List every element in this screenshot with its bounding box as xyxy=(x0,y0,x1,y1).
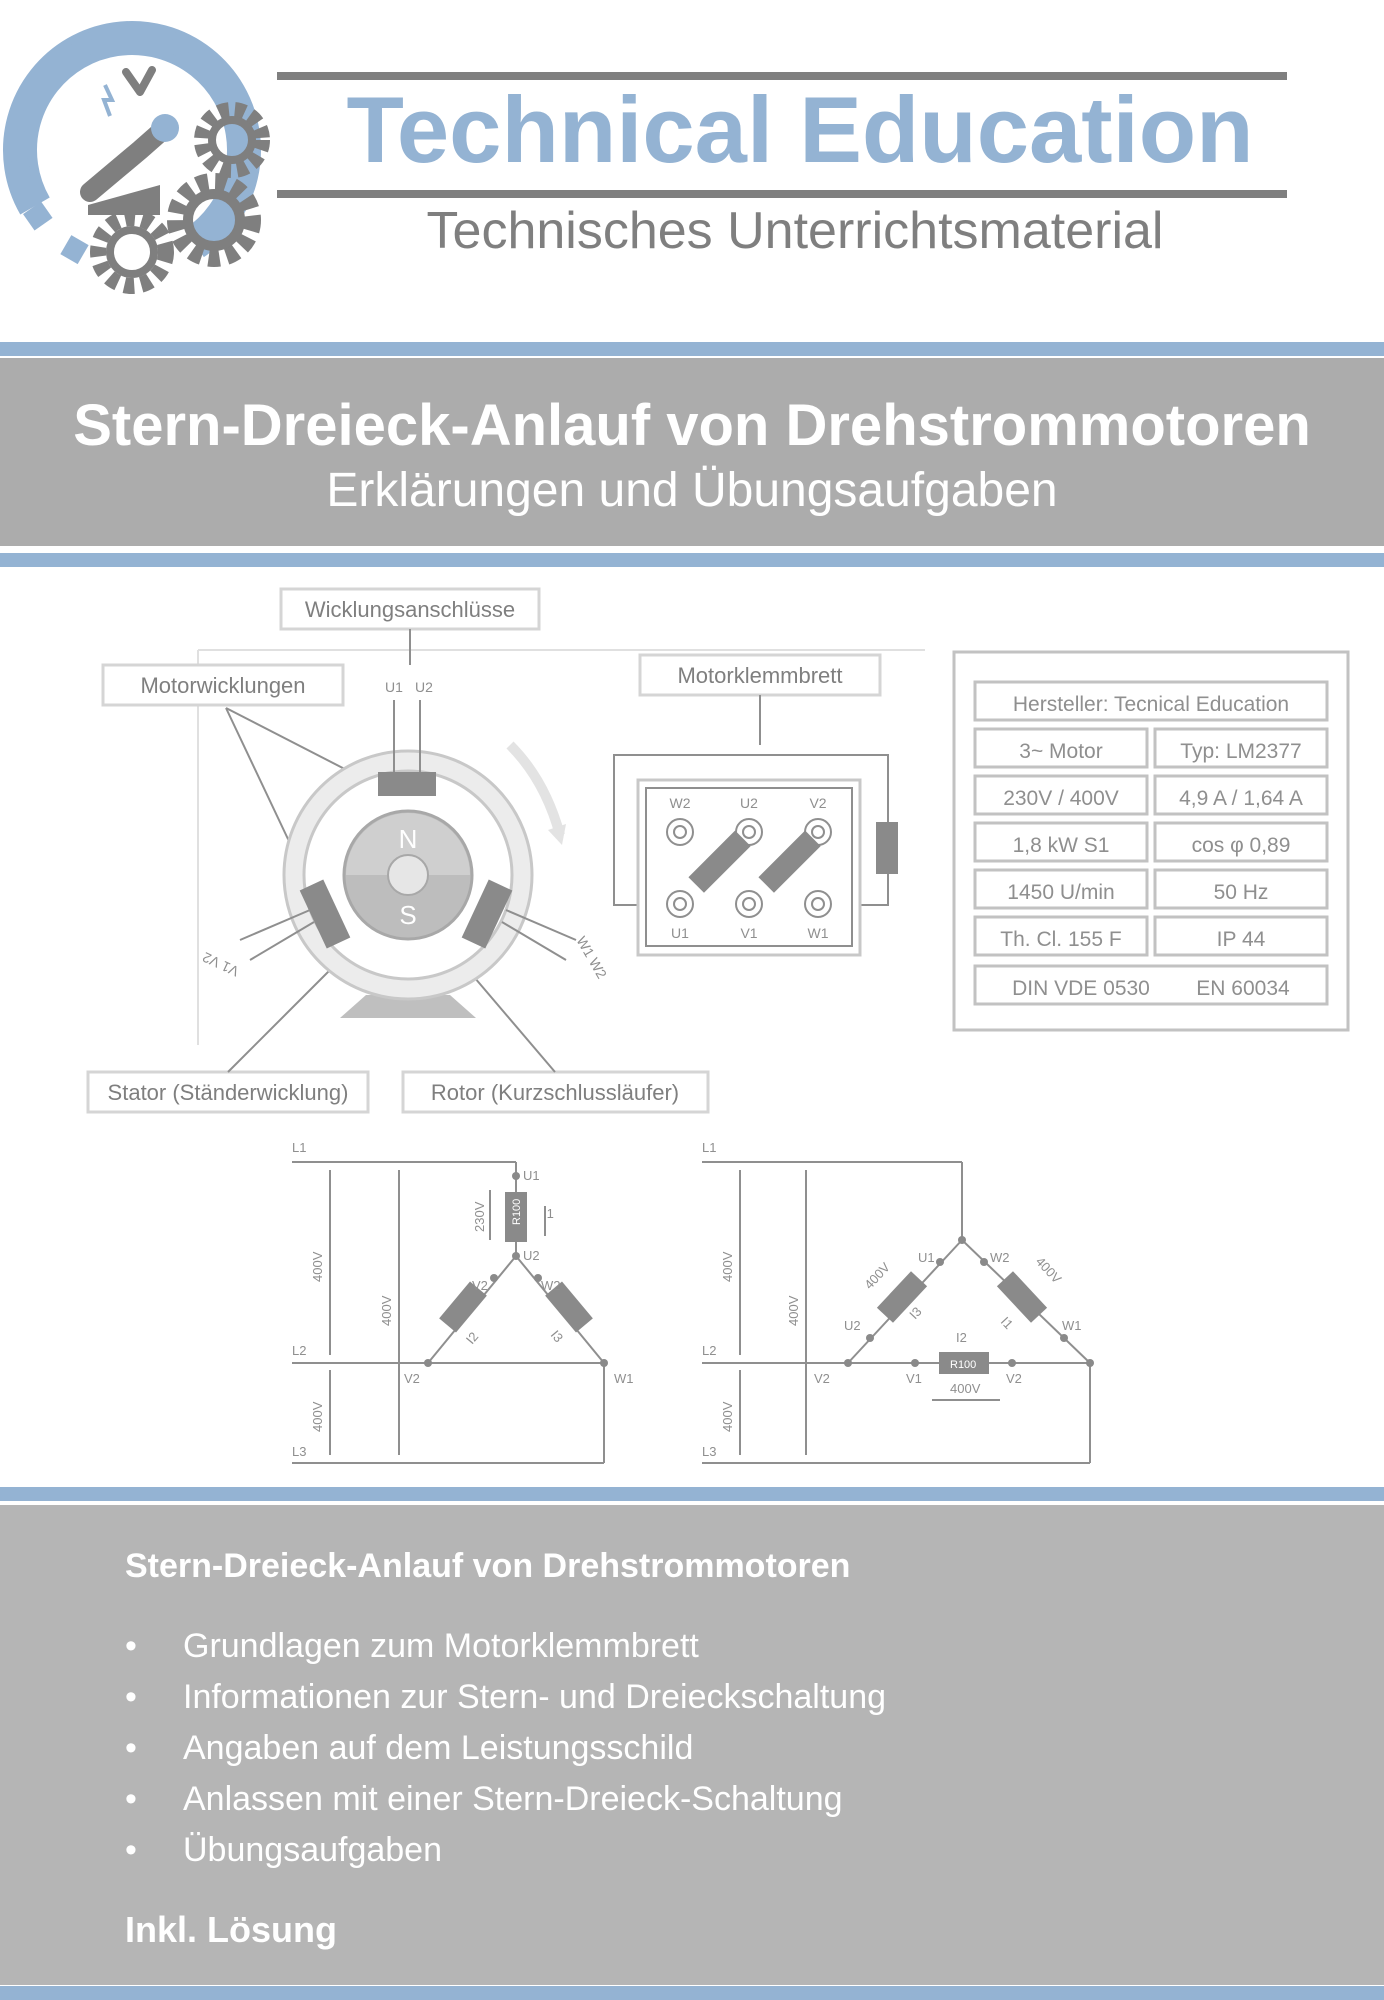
list-item-text: Grundlagen zum Motorklemmbrett xyxy=(183,1627,699,1665)
summary-list xyxy=(125,1621,886,1876)
motor-diagram xyxy=(0,570,1384,1490)
svg-text:cos φ 0,89: cos φ 0,89 xyxy=(1191,834,1291,857)
svg-text:L2: L2 xyxy=(292,1343,307,1358)
svg-text:L3: L3 xyxy=(702,1444,717,1459)
bullet-icon: • xyxy=(125,1780,137,1818)
svg-text:50 Hz: 50 Hz xyxy=(1213,881,1269,904)
svg-text:U1: U1 xyxy=(671,925,689,941)
callout-rotor xyxy=(403,1072,708,1112)
svg-text:U2: U2 xyxy=(844,1318,861,1333)
terminal-board xyxy=(614,755,898,955)
svg-text:4,9 A / 1,64 A: 4,9 A / 1,64 A xyxy=(1179,787,1303,810)
svg-text:U1: U1 xyxy=(918,1250,935,1265)
svg-text:W1: W1 xyxy=(807,925,829,941)
svg-text:Stator (Ständerwicklung): Stator (Ständerwicklung) xyxy=(107,1080,349,1105)
svg-text:U1: U1 xyxy=(385,679,403,695)
bullet-icon: • xyxy=(125,1831,137,1869)
svg-text:L2: L2 xyxy=(702,1343,717,1358)
svg-text:230V: 230V xyxy=(472,1201,487,1232)
svg-text:W1: W1 xyxy=(614,1371,634,1386)
list-item-text: Anlassen mit einer Stern-Dreieck-Schaltung xyxy=(183,1780,843,1818)
svg-text:DIN VDE 0530: DIN VDE 0530 xyxy=(1012,977,1150,1000)
svg-text:400V: 400V xyxy=(310,1401,325,1432)
svg-text:400V: 400V xyxy=(861,1259,893,1293)
svg-text:400V: 400V xyxy=(720,1401,735,1432)
svg-text:V1: V1 xyxy=(906,1371,922,1386)
list-item-text: Übungsaufgaben xyxy=(183,1831,443,1869)
svg-text:I3: I3 xyxy=(906,1303,925,1323)
brand-header xyxy=(0,0,1384,340)
list-item-text: Informationen zur Stern- und Dreieckschaltung xyxy=(183,1678,887,1716)
svg-text:Motorwicklungen: Motorwicklungen xyxy=(140,673,306,698)
list-item xyxy=(125,1723,886,1774)
svg-text:N: N xyxy=(398,824,418,854)
svg-text:W2: W2 xyxy=(541,1278,561,1293)
callout-stator xyxy=(88,1072,368,1112)
summary-heading: Stern-Dreieck-Anlauf von Drehstrommotoren xyxy=(125,1547,851,1585)
accent-line xyxy=(0,342,1384,356)
svg-text:400V: 400V xyxy=(786,1295,801,1326)
svg-text:U2: U2 xyxy=(523,1248,540,1263)
svg-text:I2: I2 xyxy=(462,1328,482,1347)
svg-text:1450 U/min: 1450 U/min xyxy=(1007,881,1115,904)
svg-text:R100: R100 xyxy=(511,1198,523,1225)
svg-text:R100: R100 xyxy=(950,1359,977,1371)
brand-name: Technical Education xyxy=(346,77,1254,182)
svg-text:I1: I1 xyxy=(543,1206,554,1221)
svg-text:I3: I3 xyxy=(547,1327,567,1346)
accent-line xyxy=(0,1986,1384,2000)
svg-text:V2: V2 xyxy=(404,1371,420,1386)
svg-text:W2: W2 xyxy=(669,795,691,811)
svg-text:I1: I1 xyxy=(997,1313,1017,1332)
svg-text:V2: V2 xyxy=(814,1371,830,1386)
motor-cross-section xyxy=(200,679,611,1018)
svg-text:V2: V2 xyxy=(472,1278,488,1293)
svg-text:400V: 400V xyxy=(1032,1253,1065,1287)
svg-text:IP 44: IP 44 xyxy=(1216,928,1266,951)
svg-text:S: S xyxy=(399,900,417,930)
svg-text:L3: L3 xyxy=(292,1444,307,1459)
list-item xyxy=(125,1774,886,1825)
svg-text:V1: V1 xyxy=(740,925,758,941)
svg-text:I2: I2 xyxy=(956,1330,967,1345)
svg-text:W2: W2 xyxy=(990,1250,1010,1265)
list-item xyxy=(125,1621,886,1672)
solution-note: Inkl. Lösung xyxy=(125,1909,337,1950)
list-item xyxy=(125,1672,886,1723)
svg-text:EN 60034: EN 60034 xyxy=(1196,977,1290,1000)
svg-text:230V / 400V: 230V / 400V xyxy=(1003,787,1119,810)
svg-text:Motorklemmbrett: Motorklemmbrett xyxy=(677,663,843,688)
svg-text:U2: U2 xyxy=(415,679,433,695)
bullet-icon: • xyxy=(125,1627,137,1665)
svg-text:Rotor (Kurzschlussläufer): Rotor (Kurzschlussläufer) xyxy=(430,1080,680,1105)
callout-terminal-board xyxy=(640,655,880,695)
svg-text:400V: 400V xyxy=(720,1251,735,1282)
callout-terminals xyxy=(281,589,539,629)
svg-text:L1: L1 xyxy=(702,1140,717,1155)
svg-text:Wicklungsanschlüsse: Wicklungsanschlüsse xyxy=(304,597,516,622)
svg-text:400V: 400V xyxy=(379,1295,394,1326)
svg-text:400V: 400V xyxy=(310,1251,325,1282)
svg-text:3~ Motor: 3~ Motor xyxy=(1019,740,1103,763)
bullet-icon: • xyxy=(125,1678,137,1716)
svg-text:V2: V2 xyxy=(1006,1371,1022,1386)
svg-text:V2: V2 xyxy=(809,795,827,811)
svg-text:W1 W2: W1 W2 xyxy=(573,933,611,982)
bullet-icon: • xyxy=(125,1729,137,1767)
brand-tagline: Technisches Unterrichtsmaterial xyxy=(426,202,1164,260)
svg-text:W1: W1 xyxy=(1062,1318,1082,1333)
svg-text:L1: L1 xyxy=(292,1140,307,1155)
brand-rule-bottom xyxy=(277,190,1287,198)
accent-line xyxy=(0,553,1384,567)
page-subtitle: Erklärungen und Übungsaufgaben xyxy=(326,464,1058,517)
page-title: Stern-Dreieck-Anlauf von Drehstrommotoren xyxy=(73,393,1311,458)
robot-arm-gears-logo xyxy=(0,0,285,303)
list-item xyxy=(125,1825,886,1876)
svg-text:1,8 kW S1: 1,8 kW S1 xyxy=(1012,834,1110,857)
svg-text:U1: U1 xyxy=(523,1168,540,1183)
svg-text:V1 V2: V1 V2 xyxy=(199,949,242,980)
svg-text:400V: 400V xyxy=(950,1381,981,1396)
nameplate xyxy=(954,652,1348,1030)
svg-text:Typ: LM2377: Typ: LM2377 xyxy=(1180,740,1302,763)
svg-text:U2: U2 xyxy=(740,795,758,811)
list-item-text: Angaben auf dem Leistungsschild xyxy=(183,1729,694,1767)
svg-text:Hersteller: Tecnical Education: Hersteller: Tecnical Education xyxy=(1012,693,1290,716)
accent-line xyxy=(0,1487,1384,1501)
callout-windings xyxy=(103,665,343,705)
svg-text:Th. Cl. 155 F: Th. Cl. 155 F xyxy=(1000,928,1122,951)
